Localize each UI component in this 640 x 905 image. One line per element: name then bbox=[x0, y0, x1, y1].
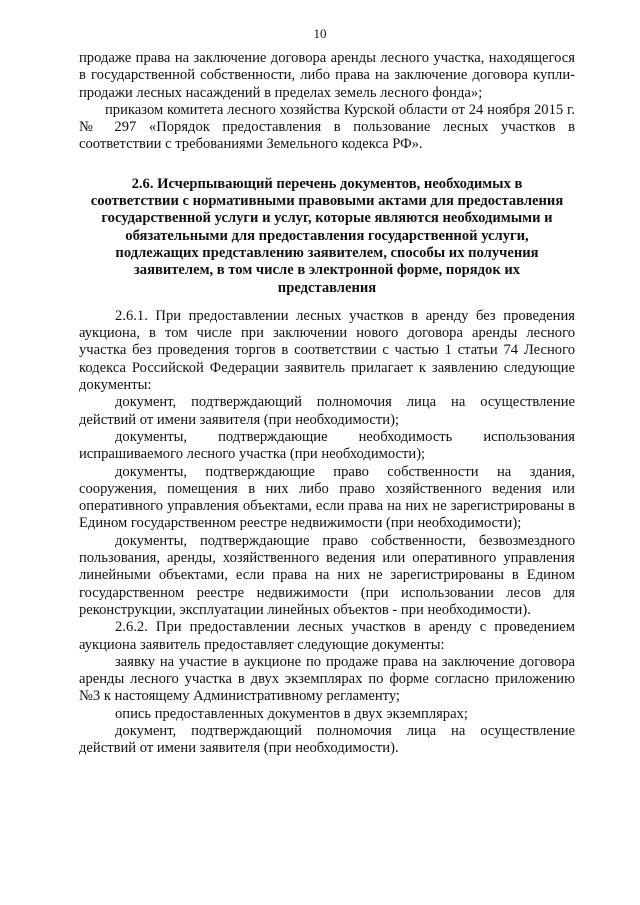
list-item-authority-document: документ, подтверждающий полномочия лица на осуществление действий от имени заявителя (при необходимости); bbox=[79, 394, 575, 428]
intro-paragraph-1: продаже права на заключение договора аренды лесного участка, находящегося в государственной собственности, либо права на заключение договора купли-продажи лесных насаждений в пределах земель лесного фонда»; bbox=[79, 50, 575, 101]
document-body bbox=[79, 50, 575, 758]
page-number: 10 bbox=[313, 26, 327, 41]
list-item-necessity-documents: документы, подтверждающие необходимость использования испрашиваемого лесного участка (при необходимости); bbox=[79, 428, 575, 463]
list-item-ownership-linear-objects: документы, подтверждающие право собственности, безвозмездного пользования, аренды, хозяйственного ведения или оперативного управления линейными объектами, если права на них не зарегистрированы в Едином государственном реестре недвижимости (при использовании лесов для реконструкции, эксплуатации линейных объектов - при необходимости). bbox=[79, 532, 575, 618]
list-item-ownership-buildings: документы, подтверждающие право собственности на здания, сооружения, помещения в них либо право хозяйственного ведения или оперативного управления объектами, если права на них не зарегистрированы в Едином государственном реестре недвижимости (при необходимости); bbox=[79, 463, 575, 532]
list-item-auction-application: заявку на участие в аукционе по продаже права на заключение договора аренды лесного участка в двух экземплярах по форме согласно приложению №3 к настоящему Административному регламенту; bbox=[79, 653, 575, 705]
intro-paragraph-2: приказом комитета лесного хозяйства Курской области от 24 ноября 2015 г. № 297 «Порядок предоставления в пользование лесных участков в соответствии с требованиями Земельного кодекса РФ». bbox=[79, 101, 575, 153]
paragraph-2-6-2: 2.6.2. При предоставлении лесных участков в аренду с проведением аукциона заявитель предоставляет следующие документы: bbox=[79, 619, 575, 653]
paragraph-2-6-1: 2.6.1. При предоставлении лесных участков в аренду без проведения аукциона, в том числе при заключении нового договора аренды лесного участка без проведения торгов в соответствии с частью 1 статьи 74 Лесного кодекса Российской Федерации заявитель прилагает к заявлению следующие документы: bbox=[79, 307, 575, 394]
list-item-authority-document-2: документ, подтверждающий полномочия лица на осуществление действий от имени заявителя (при необходимости). bbox=[79, 722, 575, 757]
list-item-document-inventory: опись предоставленных документов в двух экземплярах; bbox=[115, 705, 468, 722]
section-heading: 2.6. Исчерпывающий перечень документов, необходимых в соответствии с нормативными правовыми актами для предоставления государственной услуги и услуг, которые являются необходимыми и обязательными для предоставления государственной услуги, подлежащих представлению заявителем, способы их получения заявителем, в том числе в электронной форме, порядок их представления bbox=[90, 175, 564, 296]
